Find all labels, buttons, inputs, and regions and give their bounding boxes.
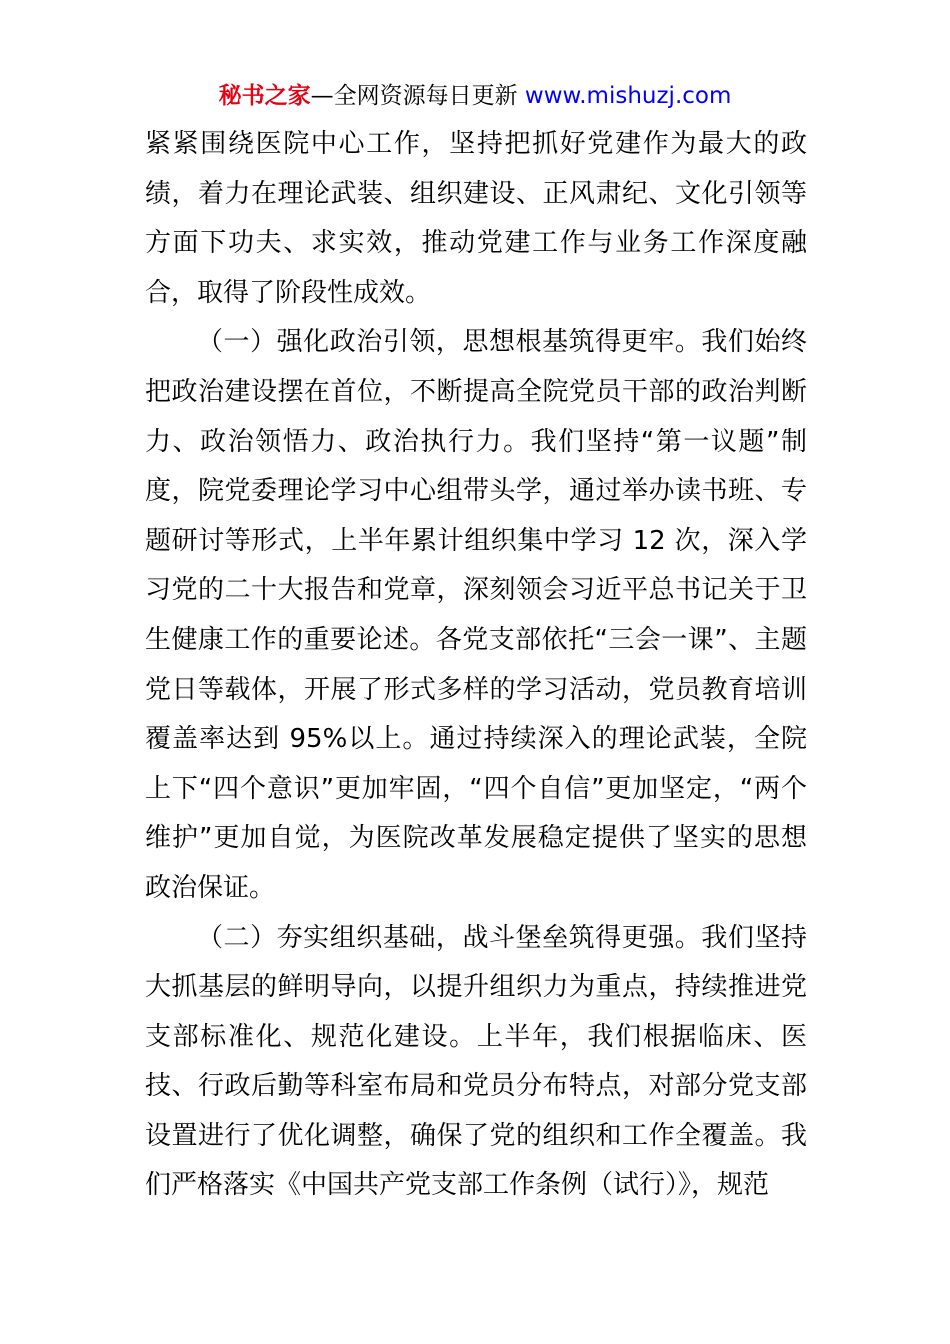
site-header	[0, 80, 950, 112]
document-body	[145, 120, 807, 1211]
paragraph-section-2: （二）夯实组织基础，战斗堡垒筑得更强。我们坚持大抓基层的鲜明导向，以提升组织力为重点，持续推进党支部标准化、规范化建设。上半年，我们根据临床、医技、行政后勤等科室布局和党员分布特点，对部分党支部设置进行了优化调整，确保了党的组织和工作全覆盖。我们严格落实《中国共产党支部工作条例（试行）》，规范	[145, 922, 807, 1201]
brand-name: 秘书之家	[218, 83, 311, 109]
paragraph-section-1: （一）强化政治引领，思想根基筑得更牢。我们始终把政治建设摆在首位，不断提高全院党员干部的政治判断力、政治领悟力、政治执行力。我们坚持“第一议题”制度，院党委理论学习中心组带头学，通过举办读书班、专题研讨等形式，上半年累计组织集中学习 12 次，深入学习党的二十大报告和党章，深刻领会习近平总书记关于卫生健康工作的重要论述。各党支部依托“三会一课”、主题党日等载体，开展了形式多样的学习活动，党员教育培训覆盖率达到 95%以上。通过持续深入的理论武装，全院上下“四个意识”更加牢固，“四个自信”更加坚定，“两个维护”更加自觉，为医院改革发展稳定提供了坚实的思想政治保证。	[145, 327, 807, 903]
site-slogan: —全网资源每日更新	[310, 83, 518, 109]
paragraph-intro: 紧紧围绕医院中心工作，坚持把抓好党建作为最大的政绩，着力在理论武装、组织建设、正风肃纪、文化引领等方面下功夫、求实效，推动党建工作与业务工作深度融合，取得了阶段性成效。	[145, 129, 807, 308]
site-url-link[interactable]: www.mishuzj.com	[524, 83, 732, 109]
